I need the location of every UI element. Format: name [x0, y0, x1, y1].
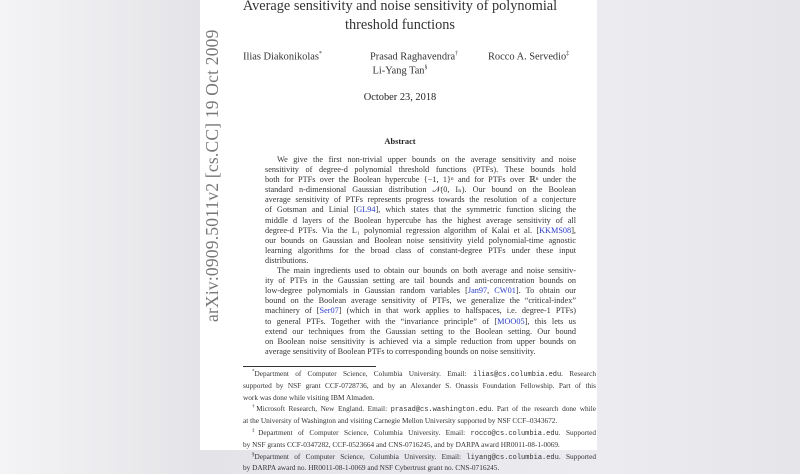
footnote-line [243, 427, 596, 439]
footnote-mark: † [252, 404, 257, 410]
author [370, 51, 458, 62]
footnote-rule [243, 366, 376, 367]
text-span: . Part of the research done while [491, 404, 597, 414]
text-span: low-degree polynomials in Gaussian random variables [ [265, 286, 468, 296]
abstract-line [265, 306, 576, 316]
text-span: both for PTFs over the Boolean hypercube {−1, 1}ⁿ and for PTFs over ℝⁿ under the [265, 175, 576, 185]
email-address: prasad@cs.washington.edu [390, 406, 492, 415]
author-name: Ilias Diakonikolas [243, 51, 319, 63]
text-span: by NSF grants CCF-0347282, CCF-0523664 and CNS-0716245, and by DARPA award HR0011-08-1-0069. [243, 439, 560, 449]
author [488, 51, 569, 62]
text-span: to general PTFs. Together with the “invariance principle” of [ [265, 316, 498, 326]
text-span: distributions. [265, 255, 309, 265]
title-line: threshold functions [345, 17, 455, 33]
footnote-line [243, 392, 596, 404]
text-span: extend our techniques from the Gaussian setting to the Boolean setting. Our bound [265, 326, 576, 336]
abstract-line [265, 216, 576, 226]
citation-link[interactable]: GL94 [356, 205, 376, 215]
citation-link[interactable]: MOO05 [497, 316, 525, 326]
text-span: We give the first non-trivial upper bounds on the average sensitivity and noise [277, 155, 576, 164]
text-span: middle d layers of the Boolean hypercube has the highest average sensitivity of all [265, 215, 576, 225]
abstract-line [265, 296, 576, 306]
footnote-mark: § [424, 65, 428, 71]
footnote-mark: † [455, 51, 459, 57]
footnotes [243, 368, 596, 474]
text-span: standard n-dimensional Gaussian distribution 𝒩(0, Iₙ). Our bound on the Boolean [265, 185, 576, 195]
footnote-line [243, 415, 596, 427]
footnote-mark: § [252, 452, 255, 458]
abstract-line [265, 286, 576, 296]
author-name: Rocco A. Servedio [488, 51, 567, 63]
abstract-line [265, 195, 576, 205]
text-span: by DARPA award no. HR0011-08-1-0069 and NSF Cybertrust grant no. CNS-0716245. [243, 463, 500, 473]
text-span: . Supported [558, 451, 596, 461]
email-address: rocco@cs.columbia.edu [470, 429, 559, 438]
abstract-line [265, 205, 576, 215]
text-span: learning algorithms for the broad class of constant-degree PTFs under these input [265, 245, 576, 255]
abstract-line [265, 256, 576, 266]
text-span: on Boolean noise sensitivity is achieved via a simple reduction from upper bounds on [265, 336, 576, 346]
abstract-line [265, 236, 576, 246]
footnote-line [243, 403, 596, 415]
citation-link[interactable]: Ser07 [319, 306, 339, 316]
email-address: ilias@cs.columbia.edu [472, 371, 562, 379]
author-name: Prasad Raghavendra [370, 51, 456, 63]
abstract-heading: Abstract [384, 137, 416, 146]
text-span: average sensitivity of PTFs represents progress towards the resolution of a conjecture [265, 195, 576, 205]
text-span: our bounds on Gaussian and Boolean noise sensitivity yield polynomial-time agnostic [265, 235, 576, 245]
text-span: machinery of [ [265, 306, 320, 316]
abstract-line [265, 165, 576, 175]
text-span: ], this lets us [524, 316, 576, 326]
paper-date: October 23, 2018 [363, 92, 437, 103]
text-span: sensitivity of degree-d polynomial threshold functions (PTFs). These bounds hold [265, 165, 576, 175]
citation-link[interactable]: CW01 [494, 286, 516, 296]
title-line: Average sensitivity and noise sensitivity of polynomial [242, 0, 558, 14]
author [243, 51, 322, 62]
footnote-line [243, 462, 596, 474]
abstract-line [265, 347, 576, 357]
footnote-mark: * [318, 51, 322, 57]
abstract-body [265, 155, 576, 357]
abstract-line [265, 266, 576, 276]
abstract-line [265, 185, 576, 195]
arxiv-stamp: arXiv:0909.5011v2 [cs.CC] 19 Oct 2009 [202, 29, 222, 322]
abstract-line [265, 327, 576, 337]
text-span: Department of Computer Science, Columbia University. Email: [254, 451, 467, 461]
text-span: degree-d PTFs. Via the L₁ polynomial regression algorithm of Kalai et al. [ [265, 225, 540, 235]
email-address: liyang@cs.columbia.edu [466, 453, 559, 462]
citation-link[interactable]: Jan97 [467, 286, 488, 296]
text-span: , [487, 286, 495, 296]
author [200, 65, 600, 76]
footnote-line [243, 439, 596, 451]
text-span: Department of Computer Science, Columbia University. Email: [254, 369, 473, 378]
abstract-line [265, 317, 576, 327]
text-span: Microsoft Research, New England. Email: [256, 404, 391, 414]
footnote-line [243, 451, 596, 463]
text-span: work was done while visiting IBM Almaden. [243, 392, 375, 402]
citation-link[interactable]: KKMS08 [539, 225, 572, 235]
text-span: ], which states that the symmetric function slicing the [375, 205, 576, 215]
text-span: bound on the Boolean average sensitivity of PTFs, we generalize the “critical-index” [265, 296, 576, 306]
text-span: Department of Computer Science, Columbia University. Email: [258, 427, 471, 437]
abstract-line [265, 246, 576, 256]
abstract-line [265, 226, 576, 236]
footnote-mark: * [252, 369, 255, 375]
text-span: . Research [561, 369, 596, 378]
abstract-line [265, 155, 576, 165]
text-span: ity of PTFs in the Gaussian setting are tail bounds and anti-concentration bounds on [265, 276, 576, 286]
author-name: Li-Yang Tan [372, 65, 425, 77]
text-span: at the University of Washington and visiting Carnegie Mellon University supported by NSF CCF–0343672. [243, 416, 558, 426]
text-span: average sensitivity of Boolean PTFs to corresponding bounds on noise sensitivity. [265, 346, 536, 356]
abstract-line [265, 337, 576, 347]
footnote-line [243, 380, 596, 392]
footnote-line [243, 368, 596, 380]
paper-title [200, 0, 600, 35]
footnote-mark: ‡ [566, 51, 570, 57]
text-span: The main ingredients used to obtain our bounds on both average and noise sensitiv- [277, 266, 576, 276]
text-span: ] (which in that work applies to halfspaces, i.e. degree-1 PTFs) [338, 306, 577, 316]
text-span: ]. To obtain our [515, 286, 577, 296]
text-span: . Supported [558, 427, 596, 437]
abstract-line [265, 276, 576, 286]
footnote-mark: ‡ [252, 428, 259, 434]
text-span: supported by NSF grant CCF-0728736, and by an Alexander S. Onassis Foundation Fellowship. Part of this [243, 380, 596, 390]
abstract-line [265, 175, 576, 185]
text-span: of Gotsman and Linial [ [265, 205, 357, 215]
text-span: ], [571, 225, 576, 235]
